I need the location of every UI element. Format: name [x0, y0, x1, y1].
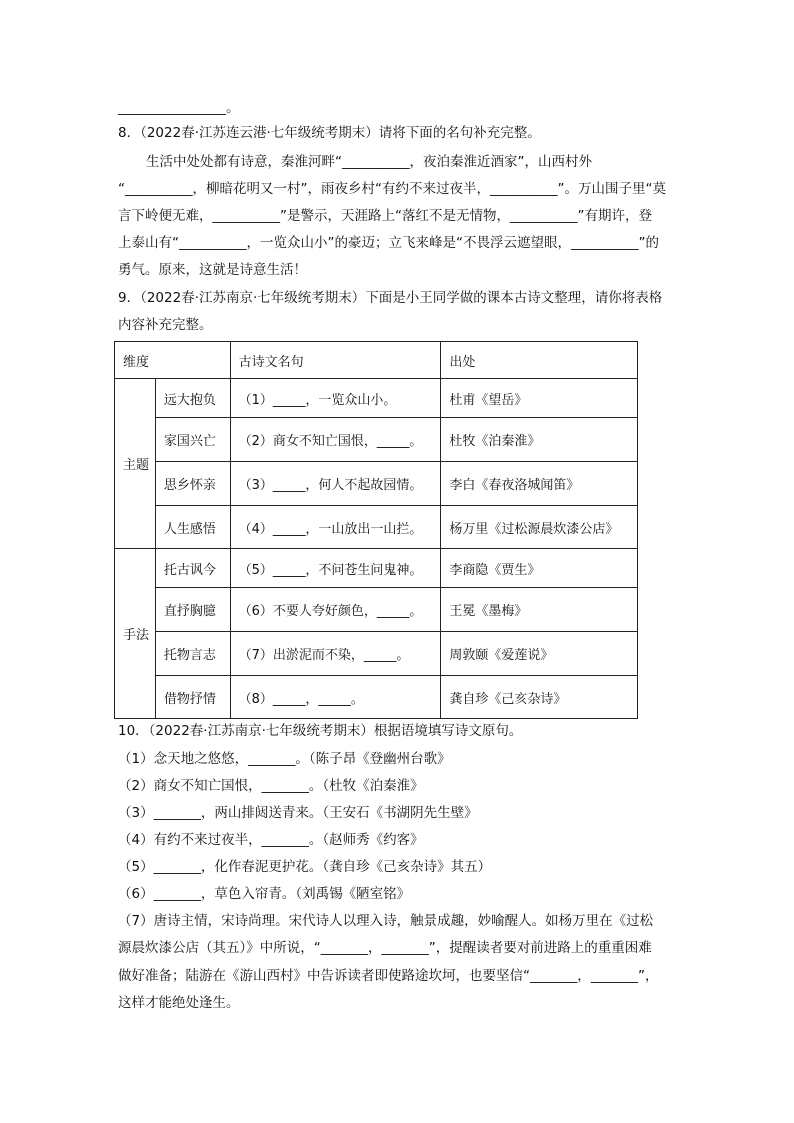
table-cell-verse: （7）出淤泥而不染，_____。	[230, 632, 441, 676]
table-cell-source: 龚自珍《己亥杂诗》	[441, 676, 638, 719]
table-row	[115, 506, 638, 549]
table-row	[115, 632, 638, 676]
table-cell-verse: （5）_____，不问苍生问鬼神。	[230, 549, 441, 588]
poetry-table	[114, 341, 638, 719]
table-cell-category: 借物抒情	[155, 676, 230, 719]
table-cell-verse: （6）不要人夸好颜色，_____。	[230, 588, 441, 632]
group-label-technique: 手法	[115, 549, 156, 719]
q10-item: （6）_______，草色入帘青。（刘禹锡《陋室铭》	[118, 886, 411, 902]
table-cell-category: 远大抱负	[155, 379, 230, 418]
q10-heading: 10．（2022春·江苏南京·七年级统考期末）根据语境填写诗文原句。	[118, 723, 523, 739]
table-row	[115, 588, 638, 632]
q10-item: （2）商女不知亡国恨，_______。（杜牧《泊秦淮》	[118, 778, 424, 794]
table-header-row	[115, 342, 638, 379]
table-cell-verse: （1）_____，一览众山小。	[230, 379, 441, 418]
table-cell-source: 杜甫《望岳》	[441, 379, 638, 418]
table-cell-source: 杨万里《过松源晨炊漆公店》	[441, 506, 638, 549]
table-cell-verse: （2）商女不知亡国恨，_____。	[230, 418, 441, 462]
q10-item: 源晨炊漆公店（其五）》中所说，“_______，_______”，提醒读者要对前进路上的重重困难	[118, 940, 652, 956]
table-row	[115, 676, 638, 719]
q8-line: “__________，柳暗花明又一村”，雨夜乡村“有约不来过夜半，__________”。万山围子里“莫	[118, 181, 666, 197]
q8-heading: 8．（2022春·江苏连云港·七年级统考期末）请将下面的名句补充完整。	[118, 125, 541, 141]
q8-line: 言下岭便无难，__________”是警示，天涯路上“落红不是无情物，__________”有期许，登	[118, 208, 652, 224]
table-cell-source: 杜牧《泊秦淮》	[441, 418, 638, 462]
q8-line: 勇气。原来，这就是诗意生活！	[118, 262, 307, 278]
q8-line: 上泰山有“__________，一览众山小”的豪迈；立飞来峰是“不畏浮云遮望眼，__________”的	[118, 235, 659, 251]
q9-heading-cont: 内容补充完整。	[118, 317, 213, 333]
table-cell-category: 托古讽今	[155, 549, 230, 588]
q9-heading: 9．（2022春·江苏南京·七年级统考期末）下面是小王同学做的课本古诗文整理，请你将表格	[118, 290, 663, 306]
q10-item: 这样才能绝处逢生。	[118, 995, 240, 1011]
header-source: 出处	[441, 342, 638, 379]
table-cell-category: 托物言志	[155, 632, 230, 676]
table-cell-category: 直抒胸臆	[155, 588, 230, 632]
table-cell-source: 李白《春夜洛城闻笛》	[441, 462, 638, 506]
top-answer-line: ________________。	[118, 100, 240, 116]
q10-item: 做好准备；陆游在《游山西村》中告诉读者即使路途坎坷，也要坚信“_______，_______”，	[118, 968, 659, 984]
q10-item: （3）_______，两山排闼送青来。（王安石《书湖阴先生壁》	[118, 805, 478, 821]
q10-item: （5）_______，化作春泥更护花。（龚自珍《己亥杂诗》其五）	[118, 859, 492, 875]
table-row	[115, 549, 638, 588]
table-cell-source: 李商隐《贾生》	[441, 549, 638, 588]
table-cell-category: 人生感悟	[155, 506, 230, 549]
table-row	[115, 418, 638, 462]
table-row	[115, 379, 638, 418]
table-cell-verse: （3）_____，何人不起故园情。	[230, 462, 441, 506]
header-dimension: 维度	[115, 342, 231, 379]
table-cell-source: 王冕《墨梅》	[441, 588, 638, 632]
table-cell-verse: （4）_____，一山放出一山拦。	[230, 506, 441, 549]
group-label-theme: 主题	[115, 379, 156, 549]
table-cell-verse: （8）_____，_____。	[230, 676, 441, 719]
table-cell-category: 家国兴亡	[155, 418, 230, 462]
header-verse: 古诗文名句	[230, 342, 441, 379]
table-row	[115, 462, 638, 506]
q10-item: （7）唐诗主情，宋诗尚理。宋代诗人以理入诗，触景成趣，妙喻醒人。如杨万里在《过松	[118, 913, 654, 929]
q10-item: （1）念天地之悠悠，_______。（陈子昂《登幽州台歌》	[118, 751, 451, 767]
table-cell-source: 周敦颐《爱莲说》	[441, 632, 638, 676]
table-cell-category: 思乡怀亲	[155, 462, 230, 506]
q10-item: （4）有约不来过夜半，_______。（赵师秀《约客》	[118, 832, 424, 848]
q8-line: 生活中处处都有诗意，秦淮河畔“__________，夜泊秦淮近酒家”，山西村外	[146, 154, 592, 170]
